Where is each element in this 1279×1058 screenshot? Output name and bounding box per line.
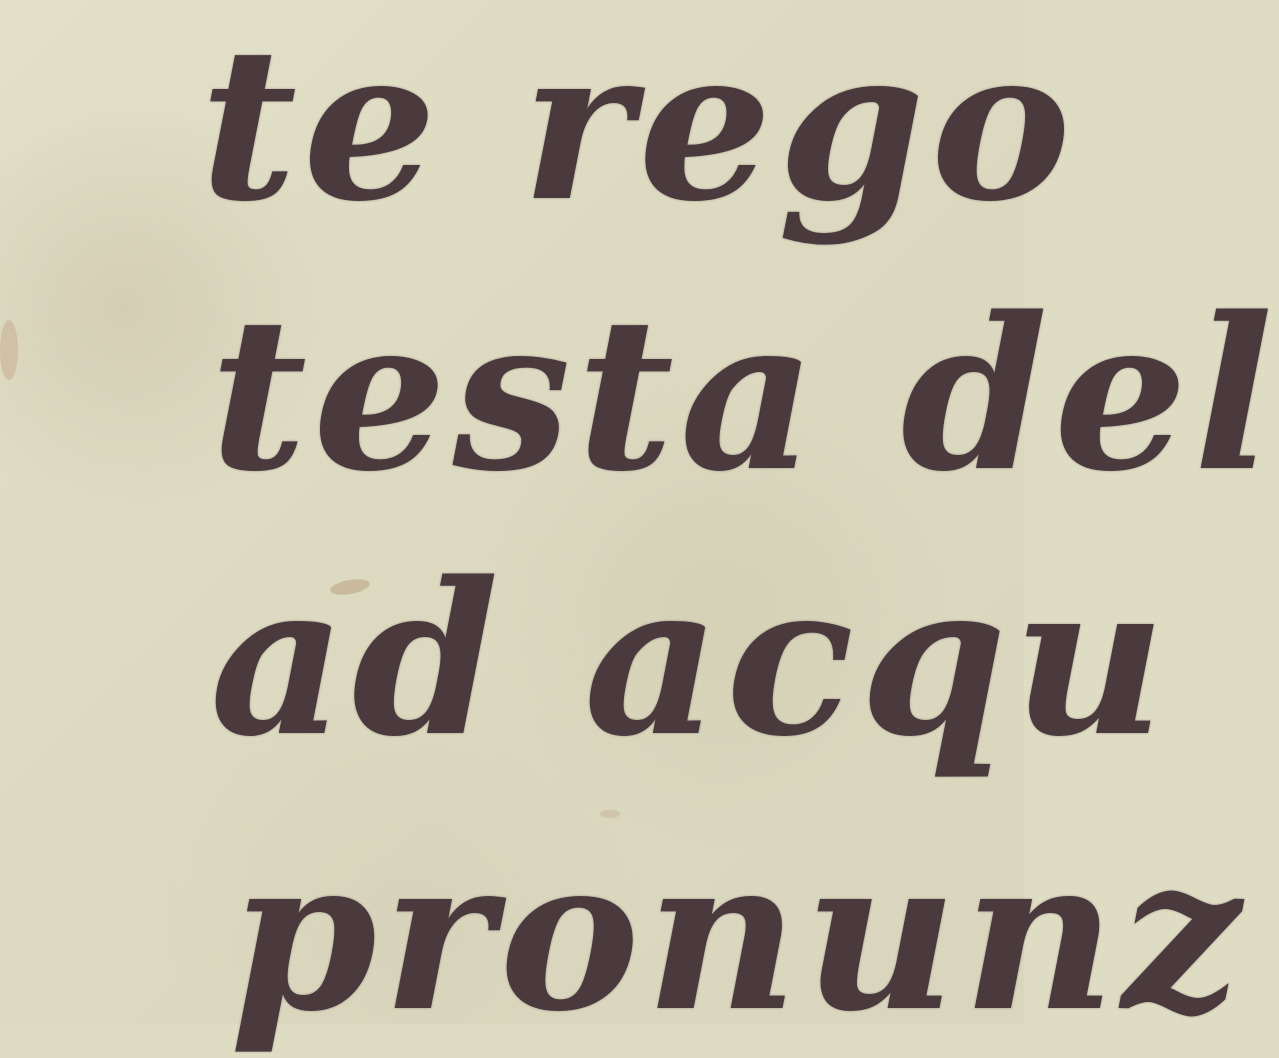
text-line-2: testa del bbox=[210, 271, 1279, 518]
text-line-4: pronunz bbox=[230, 811, 1247, 1058]
text-line-3: ad acqu bbox=[210, 536, 1172, 783]
text-line-1: te rego bbox=[200, 1, 1077, 248]
paper-stain bbox=[0, 320, 18, 380]
